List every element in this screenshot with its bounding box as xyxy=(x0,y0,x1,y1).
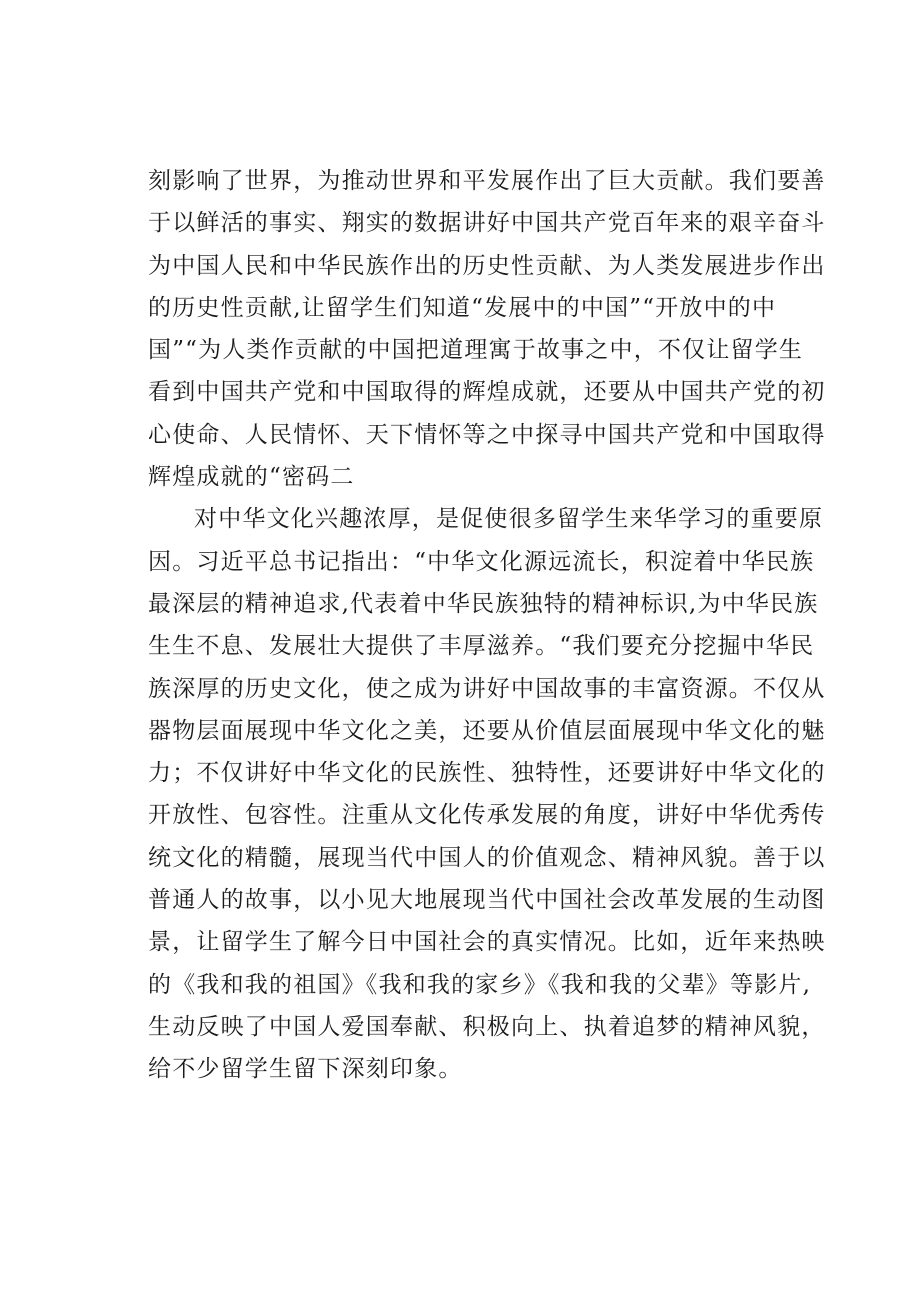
paragraph-line: 国”“为人类作贡献的中国把道理寓于故事之中，不仅让留学生 xyxy=(148,337,804,364)
paragraph-line: 力；不仅讲好中华文化的民族性、独特性，还要讲好中华文化的 xyxy=(148,760,826,787)
paragraph-line: 生生不息、发展壮大提供了丰厚滋养。“我们要充分挖掘中华民 xyxy=(148,633,815,660)
paragraph-line: 景，让留学生了解今日中国社会的真实情况。比如，近年来热映 xyxy=(148,929,826,956)
paragraph-line: 统文化的精髓，展现当代中国人的价值观念、精神风貌。善于以 xyxy=(148,844,826,871)
paragraph-2 xyxy=(148,498,826,1090)
paragraph-line: 最深层的精神追求,代表着中华民族独特的精神标识,为中华民族 xyxy=(148,590,819,617)
paragraph-line: 器物层面展现中华文化之美，还要从价值层面展现中华文化的魅 xyxy=(148,717,826,744)
paragraph-line: 普通人的故事，以小见大地展现当代中国社会改革发展的生动图 xyxy=(148,887,826,914)
paragraph-line: 对中华文化兴趣浓厚，是促使很多留学生来华学习的重要原 xyxy=(194,506,824,533)
paragraph-line: 因。习近平总书记指出：“中华文化源远流长，积淀着中华民族 xyxy=(148,548,815,575)
paragraph-line: 刻影响了世界，为推动世界和平发展作出了巨大贡献。我们要善 xyxy=(148,168,826,194)
paragraph-1 xyxy=(148,160,826,498)
paragraph-line: 辉煌成就的“密码二 xyxy=(148,464,355,491)
paragraph-line: 于以鲜活的事实、翔实的数据讲好中国共产党百年来的艰辛奋斗 xyxy=(148,210,826,237)
paragraph-line: 的历史性贡献,让留学生们知道“发展中的中国”“开放中的中 xyxy=(148,294,777,321)
paragraph-line: 为中国人民和中华民族作出的历史性贡献、为人类发展进步作出 xyxy=(148,252,826,279)
paragraph-line: 生动反映了中国人爱国奉献、积极向上、执着追梦的精神风貌， xyxy=(148,1013,826,1040)
document-body xyxy=(148,160,826,1091)
paragraph-line: 的《我和我的祖国》《我和我的家乡》《我和我的父辈》等影片, xyxy=(148,971,812,998)
paragraph-line: 看到中国共产党和中国取得的辉煌成就，还要从中国共产党的初 xyxy=(148,379,826,406)
paragraph-line: 给不少留学生留下深刻印象。 xyxy=(148,1056,463,1083)
paragraph-line: 心使命、人民情怀、天下情怀等之中探寻中国共产党和中国取得 xyxy=(148,421,826,448)
paragraph-line: 族深厚的历史文化，使之成为讲好中国故事的丰富资源。不仅从 xyxy=(148,675,826,702)
paragraph-line: 开放性、包容性。注重从文化传承发展的角度，讲好中华优秀传 xyxy=(148,802,826,829)
